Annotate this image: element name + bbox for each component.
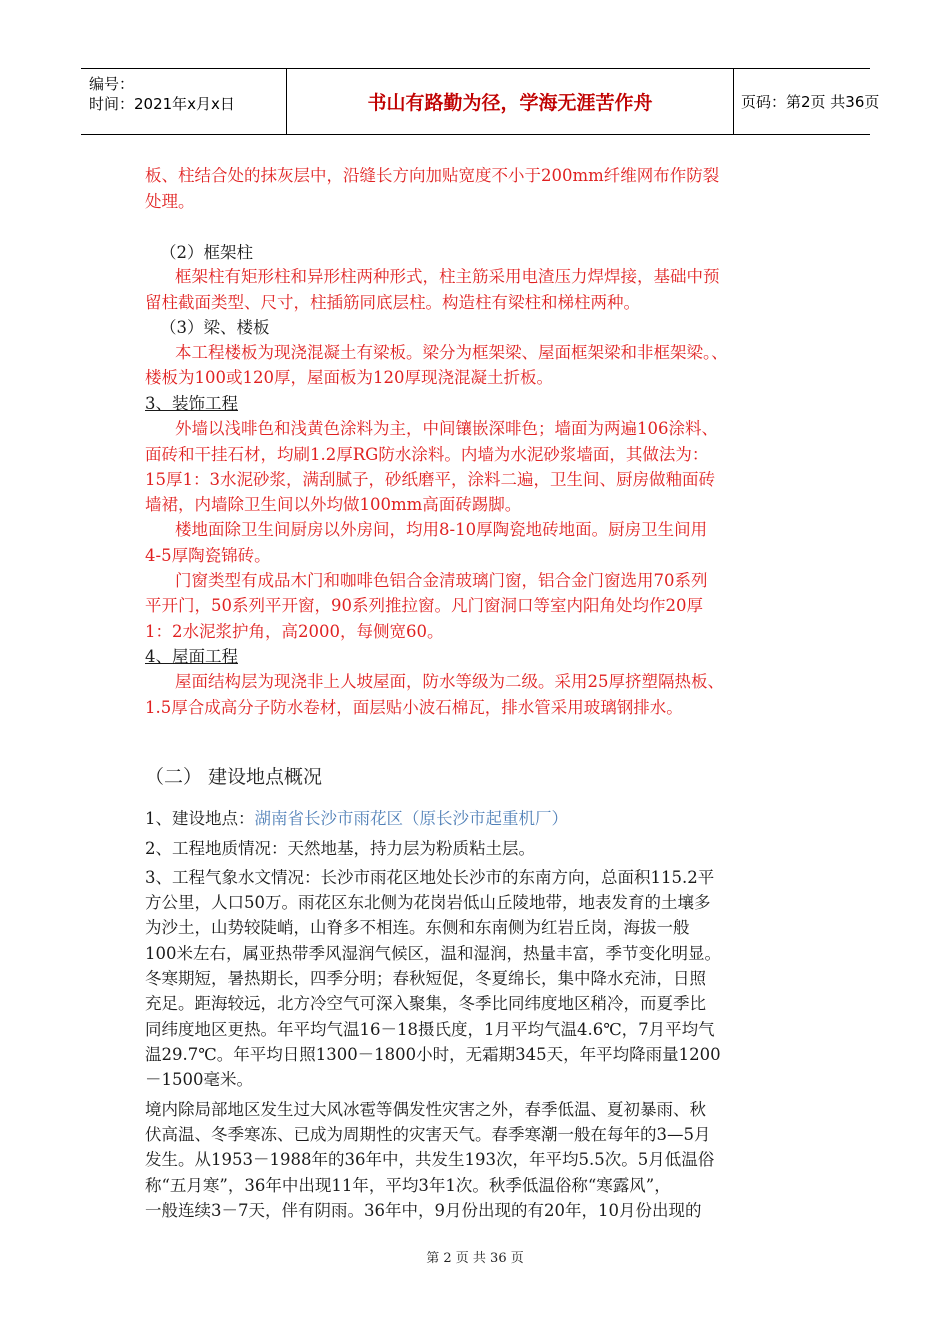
section-heading: 3、装饰工程 (145, 394, 238, 413)
body-line: 发生。从1953－1988年的36年中，共发生193次，年平均5.5次。5月低温俗 (145, 1150, 715, 1169)
body-line: 温29.7℃。年平均日照1300－1800小时，无霜期345天，年平均降雨量1200 (145, 1045, 721, 1064)
body-line: 楼地面除卫生间厨房以外房间，均用8-10厚陶瓷地砖地面。厨房卫生间用 (175, 520, 708, 539)
body-line: 墙裙，内墙除卫生间以外均做100mm高面砖踢脚。 (145, 495, 522, 514)
body-line: －1500毫米。 (145, 1070, 253, 1089)
body-line: 伏高温、冬季寒冻、已成为周期性的灾害天气。春季寒潮一般在每年的3—5月 (145, 1125, 711, 1144)
body-line: 留柱截面类型、尺寸，柱插筋同底层柱。构造柱有梁柱和梯柱两种。 (145, 293, 640, 312)
section-heading: 4、屋面工程 (145, 647, 238, 666)
body-line: 门窗类型有成品木门和咖啡色铝合金清玻璃门窗，铝合金门窗选用70系列 (175, 571, 708, 590)
header-page-number: 页码：第2页 共36页 (741, 93, 880, 111)
body-line: 面砖和干挂石材，均刷1.2厚RG防水涂料。内墙为水泥砂浆墙面，其做法为： (145, 445, 709, 464)
body-line: 冬寒期短，暑热期长，四季分明；春秋短促，冬夏绵长，集中降水充沛，日照 (145, 969, 706, 988)
site-label: 1、建设地点： (145, 809, 255, 828)
header-motto: 书山有路勤为径，学海无涯苦作舟 (367, 92, 653, 114)
site-line (145, 806, 568, 832)
body-line: 3、工程气象水文情况：长沙市雨花区地处长沙市的东南方向，总面积115.2平 (145, 868, 715, 887)
body-line: 境内除局部地区发生过大风冰雹等偶发性灾害之外，春季低温、夏初暴雨、秋 (145, 1100, 706, 1119)
body-line: 100米左右，属亚热带季风湿润气候区，温和湿润，热量丰富，季节变化明显。 (145, 944, 721, 963)
body-line: 同纬度地区更热。年平均气温16－18摄氏度，1月平均气温4.6℃，7月平均气 (145, 1020, 715, 1039)
body-line: 15厚1：3水泥砂浆，满刮腻子，砂纸磨平，涂料二遍，卫生间、厨房做釉面砖 (145, 470, 715, 489)
subheading: （2）框架柱 (160, 243, 253, 262)
section-title: （二） 建设地点概况 (145, 766, 323, 788)
site-value: 湖南省长沙市雨花区（原长沙市起重机厂） (254, 809, 568, 828)
body-line: 1.5厚合成高分子防水卷材，面层贴小波石棉瓦，排水管采用玻璃钢排水。 (145, 698, 683, 717)
body-line: 充足。距海较远，北方冷空气可深入聚集，冬季比同纬度地区稍冷，而夏季比 (145, 994, 706, 1013)
document-number: 编号： (89, 75, 135, 93)
body-line: 一般连续3－7天，伴有阴雨。36年中，9月份出现的有20年，10月份出现的 (145, 1201, 702, 1220)
body-line: 2、工程地质情况：天然地基，持力层为粉质粘土层。 (145, 839, 535, 858)
page-header (81, 68, 880, 135)
header-meta (81, 69, 286, 134)
document-date: 时间：2021年x月x日 (89, 95, 235, 113)
header-divider (733, 69, 734, 134)
page-footer: 第 2 页 共 36 页 (426, 1251, 524, 1266)
body-line: 框架柱有矩形柱和异形柱两种形式，柱主筋采用电渣压力焊焊接，基础中预 (175, 267, 720, 286)
body-line: 楼板为100或120厚，屋面板为120厚现浇混凝土折板。 (145, 368, 553, 387)
body-line: 4-5厚陶瓷锦砖。 (145, 546, 271, 565)
body-line: 平开门，50系列平开窗，90系列推拉窗。凡门窗洞口等室内阳角处均作20厚 (145, 596, 703, 615)
subheading: （3）梁、楼板 (160, 318, 270, 337)
body-line: 1：2水泥浆护角，高2000，每侧宽60。 (145, 622, 444, 641)
body-line: 板、柱结合处的抹灰层中，沿缝长方向加贴宽度不小于200mm纤维网布作防裂 (145, 166, 720, 185)
body-line: 为沙土，山势较陡峭，山脊多不相连。东侧和东南侧为红岩丘岗，海拔一般 (145, 918, 690, 937)
body-line: 称“五月寒”，36年中出现11年，平均3年1次。秋季低温俗称“寒露风”， (145, 1176, 671, 1195)
body-line: 处理。 (145, 192, 195, 211)
body-line: 方公里，人口50万。雨花区东北侧为花岗岩低山丘陵地带，地表发育的土壤多 (145, 893, 711, 912)
body-line: 本工程楼板为现浇混凝土有梁板。梁分为框架梁、屋面框架梁和非框架梁。、 (175, 343, 728, 362)
body-line: 外墙以浅啡色和浅黄色涂料为主，中间镶嵌深啡色；墙面为两遍106涂料、 (175, 419, 718, 438)
body-line: 屋面结构层为现浇非上人坡屋面，防水等级为二级。采用25厚挤塑隔热板、 (175, 672, 724, 691)
